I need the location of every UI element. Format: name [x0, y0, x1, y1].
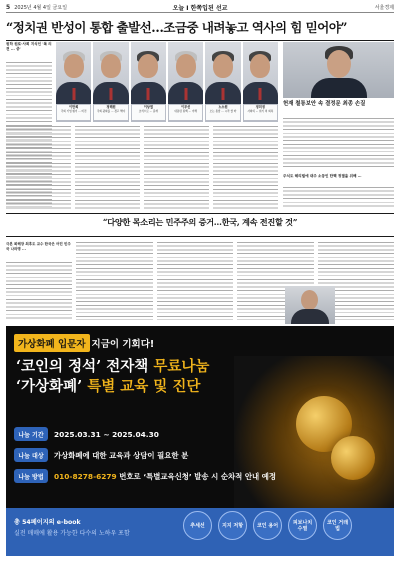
ad-phone-number: 010-8278-6279	[54, 471, 117, 481]
portrait-photo	[243, 42, 278, 122]
author-photo	[285, 286, 335, 324]
paper-name: 서울경제	[374, 5, 394, 11]
side-headline: 헌재 철통보안 속 결정문 최종 손질	[283, 101, 366, 107]
issue-date: 2025년 4월 4일 금요일	[14, 5, 68, 11]
ad-headline	[16, 357, 209, 397]
article-column	[76, 242, 153, 320]
portrait-caption: 이상열 초석으로 ... 갈래	[132, 105, 165, 120]
headline-rule	[6, 40, 394, 41]
ad-kicker-text: 지금이 기회다!	[91, 339, 155, 350]
ad-badge-row	[183, 511, 352, 540]
portrait-row	[56, 42, 278, 122]
portrait-caption: 이만희 국회 기업 형이 ... 비전	[57, 105, 90, 120]
ad-footer-subtitle: 실전 매매에 활용 가능한 다수의 노하우 포함	[14, 530, 130, 537]
second-article-text	[6, 262, 72, 320]
second-headline: “다양한 목소리는 민주주의 증거…한국, 계속 전진할 것”	[102, 217, 298, 227]
article-column	[144, 126, 209, 210]
section-title: 오늘 I 한쪽입된 선교	[172, 5, 228, 12]
coin-icon	[331, 436, 375, 480]
side-article-text	[283, 187, 394, 209]
side-column	[283, 42, 394, 210]
side-subhead: 주식도 헤리벌에 대주 소등인 탄핵 정결을 위해 ...	[283, 174, 362, 178]
ad-badge: 코인 용어	[253, 511, 282, 540]
article-column	[157, 242, 234, 320]
ad-info-tag: 나눔 기간	[14, 427, 48, 441]
portrait-photo	[93, 42, 128, 122]
page-number: 5	[6, 4, 11, 11]
ad-method-text: 번호로 ‘특별교육신청’ 발송 시 순차적 안내 예정	[119, 471, 276, 481]
portrait-caption: 정해원 국회 평화를 ... 경고 해야	[94, 105, 127, 120]
ad-pill-label: 가상화폐 입문자	[14, 334, 90, 352]
ad-badge: 피보나치 수열	[288, 511, 317, 540]
main-headline: “정치권 반성이 통합 출발선…조금중 내려놓고 역사의 힘 믿어야”	[6, 20, 347, 35]
ad-info-tag: 나눔 대상	[14, 448, 48, 462]
portrait-caption: 정미정 사회의 ... 위기 의 회복	[244, 105, 277, 120]
ad-badge: 코인 거래법	[323, 511, 352, 540]
side-photo	[283, 42, 394, 98]
ad-footer	[6, 508, 394, 556]
second-deck: 극본 회해장 최후도 교수 한국은 어린 민주국 나라명 ...	[6, 242, 71, 251]
ad-headline-line1-gold: 무료나눔	[153, 358, 210, 375]
side-article-text	[283, 118, 394, 168]
ad-headline-line2: ‘가상화폐’	[16, 378, 83, 395]
article-column	[75, 126, 140, 210]
ad-info-tag: 나눔 방법	[14, 469, 48, 483]
portrait-caption: 노소원 오는 통합 ... 시작 할 바	[206, 105, 239, 120]
ad-footer-title: 총 54페이지의 e-book	[14, 519, 81, 526]
portrait-photo	[168, 42, 203, 122]
crypto-advertisement	[6, 326, 394, 556]
portrait-photo	[205, 42, 240, 122]
portrait-caption: 이무선 대통령 탄핵 ... 이해	[169, 105, 202, 120]
ad-badge: 지지 저항	[218, 511, 247, 540]
masthead	[6, 3, 394, 13]
ad-kicker	[14, 334, 154, 352]
ad-info-value	[54, 471, 276, 482]
article-columns	[6, 126, 278, 210]
left-deck: 원하 원로·사회 지식인 '복 의견 ... 중'	[6, 42, 52, 51]
ad-info-row	[14, 427, 159, 441]
ad-headline-line2-gold: 특별 교육 및 진단	[87, 378, 201, 395]
ad-badge: 추세선	[183, 511, 212, 540]
article-column	[6, 126, 71, 210]
portrait-photo	[131, 42, 166, 122]
section-rule	[6, 213, 394, 214]
ad-info-row	[14, 448, 188, 462]
ad-info-row	[14, 469, 276, 483]
section-rule	[6, 236, 394, 237]
ad-info-value: 가상화폐에 대한 교육과 상담이 필요한 분	[54, 450, 189, 460]
second-article-columns	[76, 242, 394, 320]
portrait-photo	[56, 42, 91, 122]
ad-headline-line1: ‘코인의 정석’ 전자책	[16, 358, 149, 375]
ad-info-value: 2025.03.31 ~ 2025.04.30	[54, 429, 159, 439]
article-column	[213, 126, 278, 210]
